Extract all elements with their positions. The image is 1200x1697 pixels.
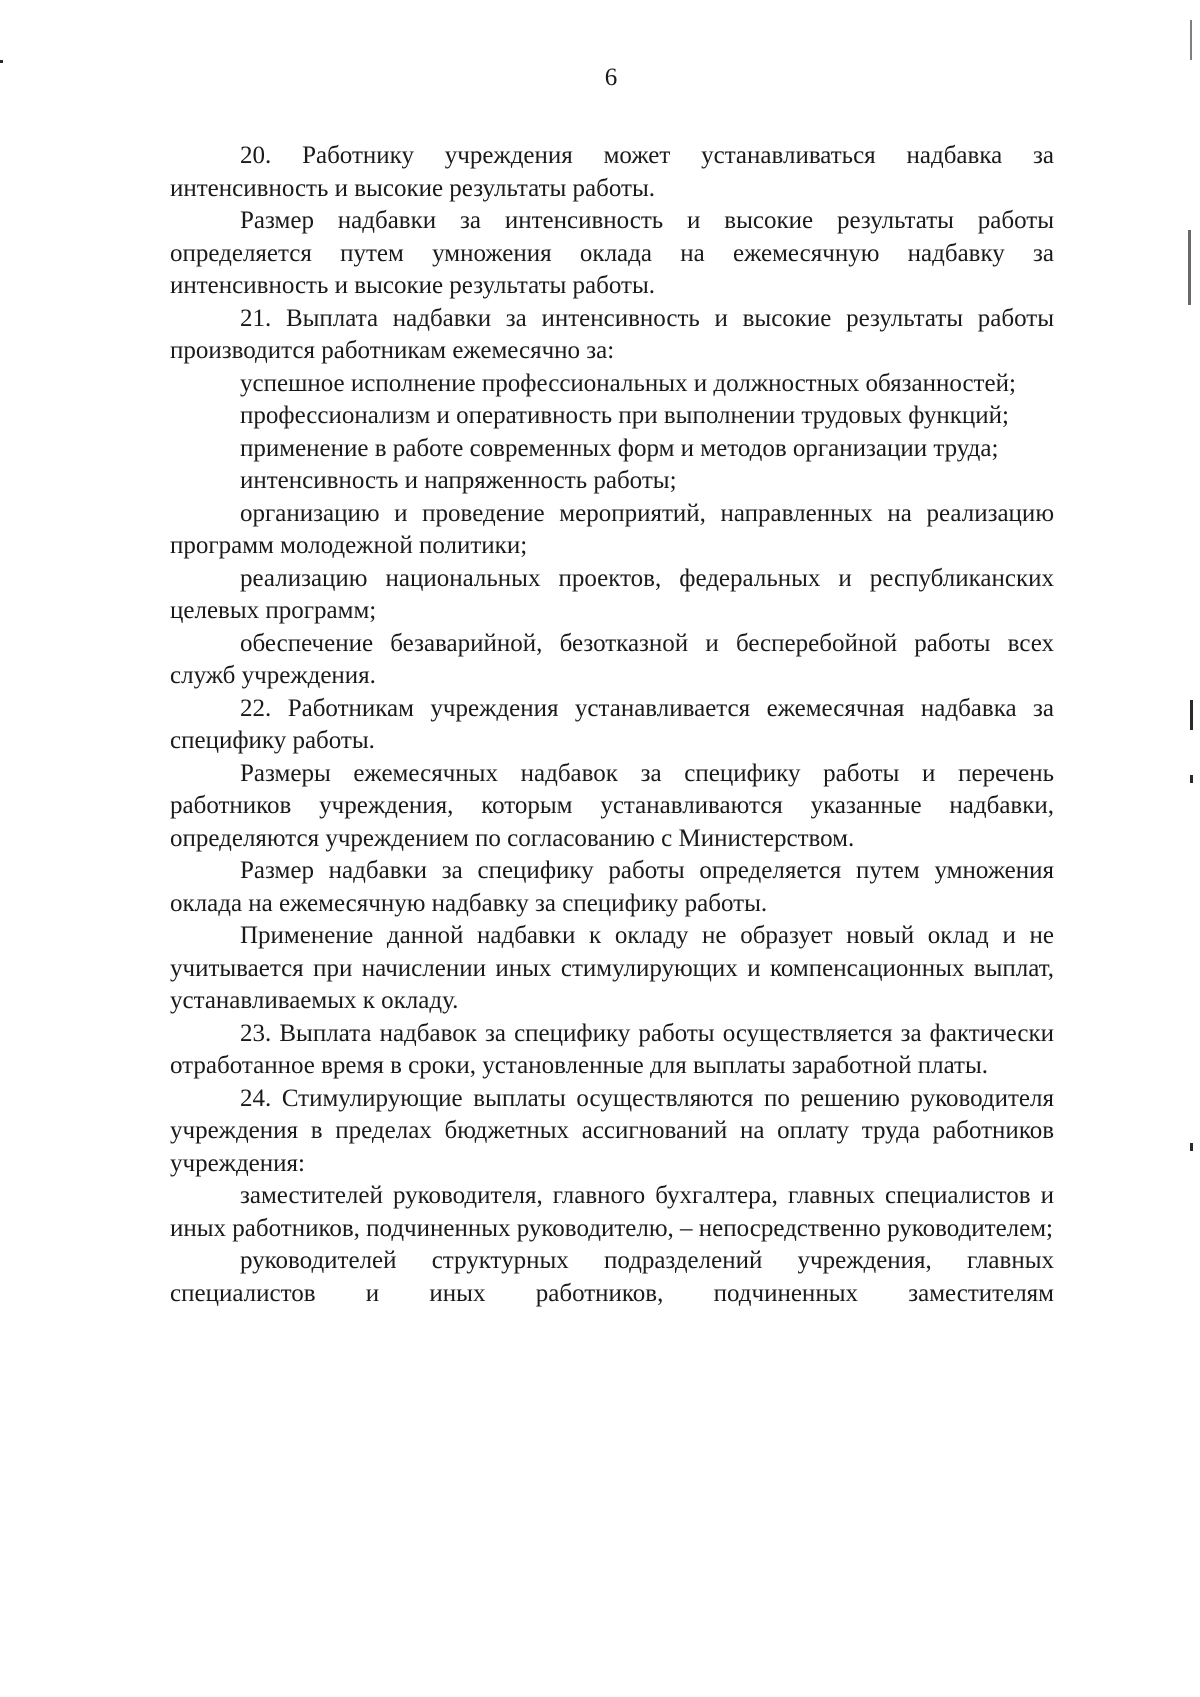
scan-artifact bbox=[1190, 20, 1192, 60]
paragraph: 21. Выплата надбавки за интенсивность и высокие результаты работы производится работникам ежемесячно за: bbox=[170, 304, 1054, 364]
paragraph: 22. Работникам учреждения устанавливается ежемесячная надбавка за специфику работы. bbox=[170, 694, 1054, 754]
paragraph: организацию и проведение мероприятий, направленных на реализацию программ молодежной политики; bbox=[170, 499, 1054, 559]
paragraph: 24. Стимулирующие выплаты осуществляются по решению руководителя учреждения в пределах бюджетных ассигнований на оплату труда работников учреждения: bbox=[170, 1084, 1054, 1177]
scan-artifact bbox=[1190, 775, 1193, 783]
paragraph: Применение данной надбавки к окладу не образует новый оклад и не учитывается при начислении иных стимулирующих и компенсационных выплат, устанавливаемых к окладу. bbox=[170, 922, 1054, 1014]
paragraph: профессионализм и оперативность при выполнении трудовых функций; bbox=[240, 402, 1009, 429]
paragraph: заместителей руководителя, главного бухгалтера, главных специалистов и иных работников, подчиненных руководителю, – непосредственно руководителем; bbox=[170, 1182, 1054, 1242]
scan-artifact bbox=[1190, 1143, 1193, 1151]
scan-artifact bbox=[1190, 700, 1193, 730]
paragraph: реализацию национальных проектов, федеральных и республиканских целевых программ; bbox=[170, 564, 1054, 624]
scan-artifact bbox=[0, 60, 3, 63]
paragraph: Размер надбавки за специфику работы определяется путем умножения оклада на ежемесячную надбавку за специфику работы. bbox=[170, 857, 1054, 917]
page-number: 6 bbox=[604, 64, 618, 91]
paragraph: руководителей структурных подразделений учреждения, главных специалистов и иных работников, подчиненных заместителям bbox=[170, 1247, 1054, 1307]
document-body bbox=[170, 140, 1054, 1310]
scan-artifact bbox=[1188, 230, 1191, 305]
paragraph: Размер надбавки за интенсивность и высокие результаты работы определяется путем умножения оклада на ежемесячную надбавку за интенсивность и высокие результаты работы. bbox=[170, 207, 1054, 299]
paragraph: успешное исполнение профессиональных и должностных обязанностей; bbox=[240, 369, 1016, 397]
paragraph: 20. Работнику учреждения может устанавливаться надбавка за интенсивность и высокие результаты работы. bbox=[170, 142, 1054, 202]
paragraph: интенсивность и напряженность работы; bbox=[240, 467, 677, 494]
paragraph: Размеры ежемесячных надбавок за специфику работы и перечень работников учреждения, которым устанавливаются указанные надбавки, определяются учреждением по согласованию с Министерством. bbox=[170, 759, 1054, 852]
paragraph: обеспечение безаварийной, безотказной и бесперебойной работы всех служб учреждения. bbox=[170, 629, 1054, 689]
paragraph: применение в работе современных форм и методов организации труда; bbox=[240, 434, 999, 462]
paragraph: 23. Выплата надбавок за специфику работы осуществляется за фактически отработанное время в сроки, установленные для выплаты заработной платы. bbox=[170, 1019, 1054, 1079]
